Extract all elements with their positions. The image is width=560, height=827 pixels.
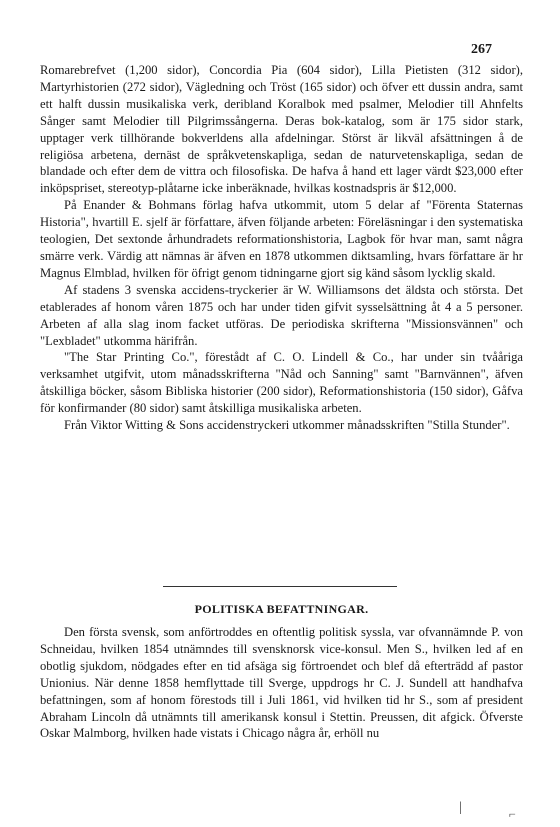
- page-number: 267: [471, 42, 492, 57]
- paragraph: Af stadens 3 svenska accidens-tryckerier är W. Williamsons det äldsta och största. Det etablerades af honom våren 1875 och har under tiden gifvit sysselsättning åt 4 a 5 personer. Arbeten af alla slag inom facket utföras. De periodiska skrifterna "Missionsvännen" och "Lexbladet" utkomma härifrån.: [40, 282, 523, 348]
- body-text-bottom: [40, 624, 523, 742]
- paragraph: Från Viktor Witting & Sons accidenstryckeri utkommer månadsskriften "Stilla Stunder".: [64, 418, 510, 433]
- margin-mark: |: [459, 800, 462, 815]
- paragraph: Den första svensk, som anförtroddes en oftentlig politisk syssla, var ofvannämnde P. von Schneidau, hvilken 1854 utnämndes till svensknorsk vice-konsul. Men S., hvilken led af en obotlig sjukdom, nödgades efter en tid afsäga sig förtroendet och blef då efterträdd af pastor Unionius. När denne 1858 hemflyttade till Sverge, uppdrogs hr C. J. Sundell att handhafva befattningen, som af honom förestods till i Juli 1861, vid hvilken tid hr S., som af president Abraham Lincoln då utnämnts till amerikansk konsul i Stettin. Preussen, dit afgick. Öfverste Oskar Malmborg, hvilken hade vistats i Chicago några år, erhöll nu: [40, 625, 523, 741]
- section-heading: POLITISKA BEFATTNINGAR.: [194, 602, 369, 616]
- paragraph: Romarebrefvet (1,200 sidor), Concordia Pia (604 sidor), Lilla Pietisten (312 sidor), Martyrhistorien (272 sidor), Vägledning och Tröst (165 sidor) och öfver ett dussin andra, samt ett halft dussin musikaliska verk, deribland Koralbok med psalmer, Melodier till Ahnfelts Sånger samt Melodier till Pilgrimssångerna. Deras bok-katalog, som är 175 sidor stark, upptager verk tillhörande bokverldens alla afdelningar. Störst är likväl afsättningen å de religiösa arbetena, dernäst de språkvetenskapliga, sedan de naturvetenskapliga, sedan de blandade och efter dem de vittra och filosofiska. De hafva å hand ett lager värdt $23,000 efter inköpspriset, stereotyp-plåtarne icke inberäknade, hvilkas kostnadspris är $12,000.: [40, 63, 523, 196]
- paragraph: "The Star Printing Co.", förestådt af C. O. Lindell & Co., har under sin tvååriga verksamhet utgifvit, utom månadsskrifterna "Nåd och Sanning" samt "Barnvännen", äfven åtskilliga böcker, såsom Bibliska historier (200 sidor), Reformationshistoria (150 sidor), Gåfva för konfirmander (80 sidor) samt åtskilliga musikaliska arbeten.: [40, 350, 523, 416]
- body-text-top: [40, 62, 523, 434]
- margin-mark: ⌐: [509, 807, 516, 821]
- section-divider: [163, 586, 397, 587]
- paragraph: På Enander & Bohmans förlag hafva utkommit, utom 5 delar af "Förenta Staternas Historia", hvartill E. sjelf är författare, äfven följande arbeten: Föreläsningar i den systematiska teologien, Det sextonde århundradets reformationshistoria, Lagbok för hvar man, samt några smärre verk. Värdig att nämnas är äfven en 1878 utkommen diktsamling, hvars författare är hr Magnus Elmblad, hvilken för öfrigt genom tidningarne gjort sig känd såsom lycklig skald.: [40, 198, 523, 280]
